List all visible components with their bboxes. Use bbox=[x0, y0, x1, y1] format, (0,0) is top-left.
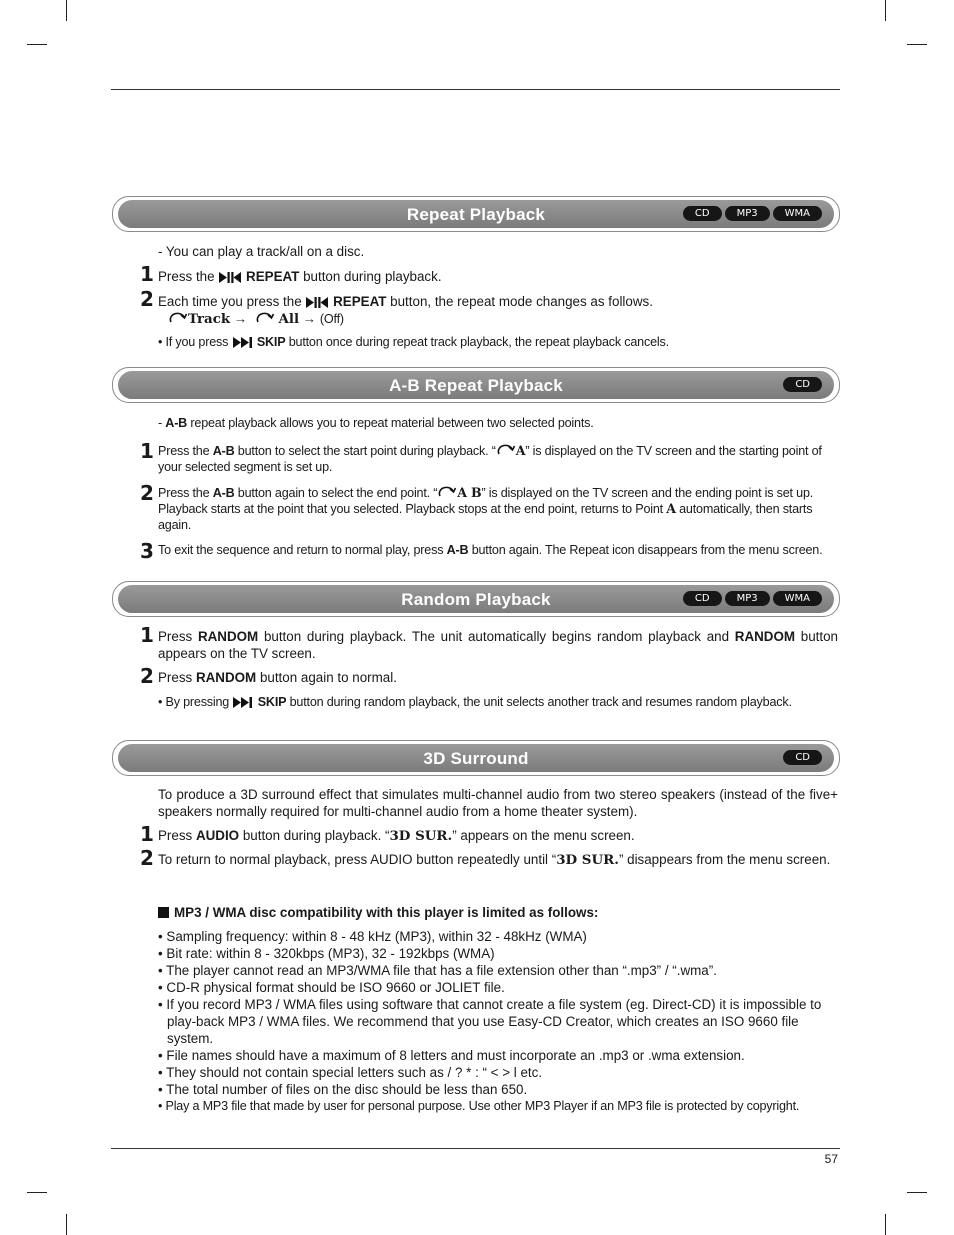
random-step-1: Press RANDOM button during playback. The unit automatically begins random playback and RANDOM button appears on the TV screen. bbox=[158, 629, 838, 661]
repeat-loop-icon bbox=[437, 484, 457, 500]
skip-icon bbox=[232, 696, 254, 709]
list-item: • Play a MP3 file that made by user for personal purpose. Use other MP3 Player if an MP3 file is protected by copyright. bbox=[158, 1099, 800, 1113]
list-item: • If you record MP3 / WMA files using software that cannot create a file system (eg. Direct-CD) it is impossible to play-back MP3 / WMA files. We recommend that you use Easy-CD Creator, which creates an ISO 9660 file system. bbox=[158, 997, 822, 1046]
crop-mark bbox=[885, 0, 886, 21]
repeat-loop-icon bbox=[255, 310, 275, 326]
square-bullet-icon bbox=[158, 907, 169, 918]
step-number: 2 bbox=[140, 846, 153, 870]
crop-mark bbox=[66, 0, 67, 21]
cd-badge: CD bbox=[683, 206, 722, 221]
wma-badge: WMA bbox=[773, 591, 822, 606]
repeat-step-1: Press the REPEAT button during playback. bbox=[158, 269, 442, 284]
disc-badges bbox=[683, 591, 822, 606]
random-playback-banner bbox=[112, 581, 840, 617]
cd-badge: CD bbox=[683, 591, 722, 606]
step-number: 1 bbox=[140, 623, 153, 647]
step-number: 2 bbox=[140, 287, 153, 311]
ab-repeat-banner bbox=[112, 367, 840, 403]
repeat-step-2: Each time you press the REPEAT button, the repeat mode changes as follows. bbox=[158, 294, 653, 309]
crop-mark bbox=[66, 1214, 67, 1235]
random-note: • By pressing SKIP button during random playback, the unit selects another track and resumes random playback. bbox=[158, 695, 792, 709]
list-item: • The player cannot read an MP3/WMA file that has a file extension other than “.mp3” / “.wma”. bbox=[158, 963, 717, 978]
repeat-icon bbox=[305, 296, 329, 309]
list-item: • File names should have a maximum of 8 letters and must incorporate an .mp3 or .wma extension. bbox=[158, 1048, 745, 1063]
list-item: • The total number of files on the disc should be less than 650. bbox=[158, 1082, 528, 1097]
surround-intro: To produce a 3D surround effect that simulates multi-channel audio from two stereo speakers (instead of the five+ speakers normally required for multi-channel audio from a home theater system). bbox=[158, 787, 838, 819]
cd-badge: CD bbox=[783, 377, 822, 392]
section-title: Repeat Playback bbox=[406, 205, 546, 224]
skip-icon bbox=[232, 336, 254, 349]
step-number: 1 bbox=[140, 822, 153, 846]
mp3-badge: MP3 bbox=[725, 591, 770, 606]
disc-badges bbox=[783, 377, 822, 392]
repeat-intro: - You can play a track/all on a disc. bbox=[158, 244, 365, 259]
compat-list bbox=[158, 928, 842, 1115]
crop-mark bbox=[907, 44, 927, 45]
3d-surround-banner bbox=[112, 740, 840, 776]
list-item: • Sampling frequency: within 8 - 48 kHz (MP3), within 32 - 48kHz (WMA) bbox=[158, 929, 587, 944]
page-number: 57 bbox=[824, 1152, 838, 1166]
list-item: • Bit rate: within 8 - 320kbps (MP3), 32 - 192kbps (WMA) bbox=[158, 946, 495, 961]
repeat-loop-icon bbox=[168, 310, 188, 326]
bottom-rule bbox=[111, 1148, 840, 1149]
mp3-badge: MP3 bbox=[725, 206, 770, 221]
disc-badges bbox=[783, 750, 822, 765]
surround-step-1: Press AUDIO button during playback. “3D SUR.” appears on the menu screen. bbox=[158, 828, 635, 844]
compat-heading: MP3 / WMA disc compatibility with this player is limited as follows: bbox=[158, 904, 598, 921]
top-rule bbox=[111, 89, 840, 90]
step-number: 3 bbox=[140, 539, 153, 563]
section-title: Random Playback bbox=[401, 590, 551, 609]
random-step-2: Press RANDOM button again to normal. bbox=[158, 670, 397, 685]
repeat-icon bbox=[218, 271, 242, 284]
repeat-mode-sequence: Track → All → (Off) bbox=[168, 310, 344, 328]
ab-step-2: Press the A-B button again to select the end point. “ A B” is displayed on the TV screen and the ending point is set up. Playback starts at the point that you selected. Playback stops at the end point, returns to Point A automatically, then starts again. bbox=[158, 485, 814, 532]
crop-mark bbox=[27, 1192, 47, 1193]
ab-step-3: To exit the sequence and return to normal play, press A-B button again. The Repeat icon disappears from the menu screen. bbox=[158, 543, 823, 557]
step-number: 2 bbox=[140, 481, 153, 505]
ab-step-1: Press the A-B button to select the start point during playback. “ A” is displayed on the TV screen and the starting point of your selected segment is set up. bbox=[158, 443, 822, 474]
crop-mark bbox=[885, 1214, 886, 1235]
list-item: • They should not contain special letters such as / ? * : “ < > l etc. bbox=[158, 1065, 543, 1080]
repeat-playback-banner bbox=[112, 196, 840, 232]
step-number: 2 bbox=[140, 664, 153, 688]
list-item: • CD-R physical format should be ISO 9660 or JOLIET file. bbox=[158, 980, 505, 995]
surround-step-2: To return to normal playback, press AUDIO button repeatedly until “3D SUR.” disappears from the menu screen. bbox=[158, 852, 831, 868]
section-title: A-B Repeat Playback bbox=[389, 376, 563, 395]
disc-badges bbox=[683, 206, 822, 221]
ab-intro: - A-B repeat playback allows you to repeat material between two selected points. bbox=[158, 416, 594, 430]
cd-badge: CD bbox=[783, 750, 822, 765]
crop-mark bbox=[907, 1192, 927, 1193]
section-title: 3D Surround bbox=[423, 749, 529, 768]
wma-badge: WMA bbox=[773, 206, 822, 221]
step-number: 1 bbox=[140, 262, 153, 286]
step-number: 1 bbox=[140, 439, 153, 463]
repeat-note: • If you press SKIP button once during repeat track playback, the repeat playback cancels. bbox=[158, 335, 669, 349]
repeat-loop-icon bbox=[496, 442, 516, 458]
crop-mark bbox=[27, 44, 47, 45]
